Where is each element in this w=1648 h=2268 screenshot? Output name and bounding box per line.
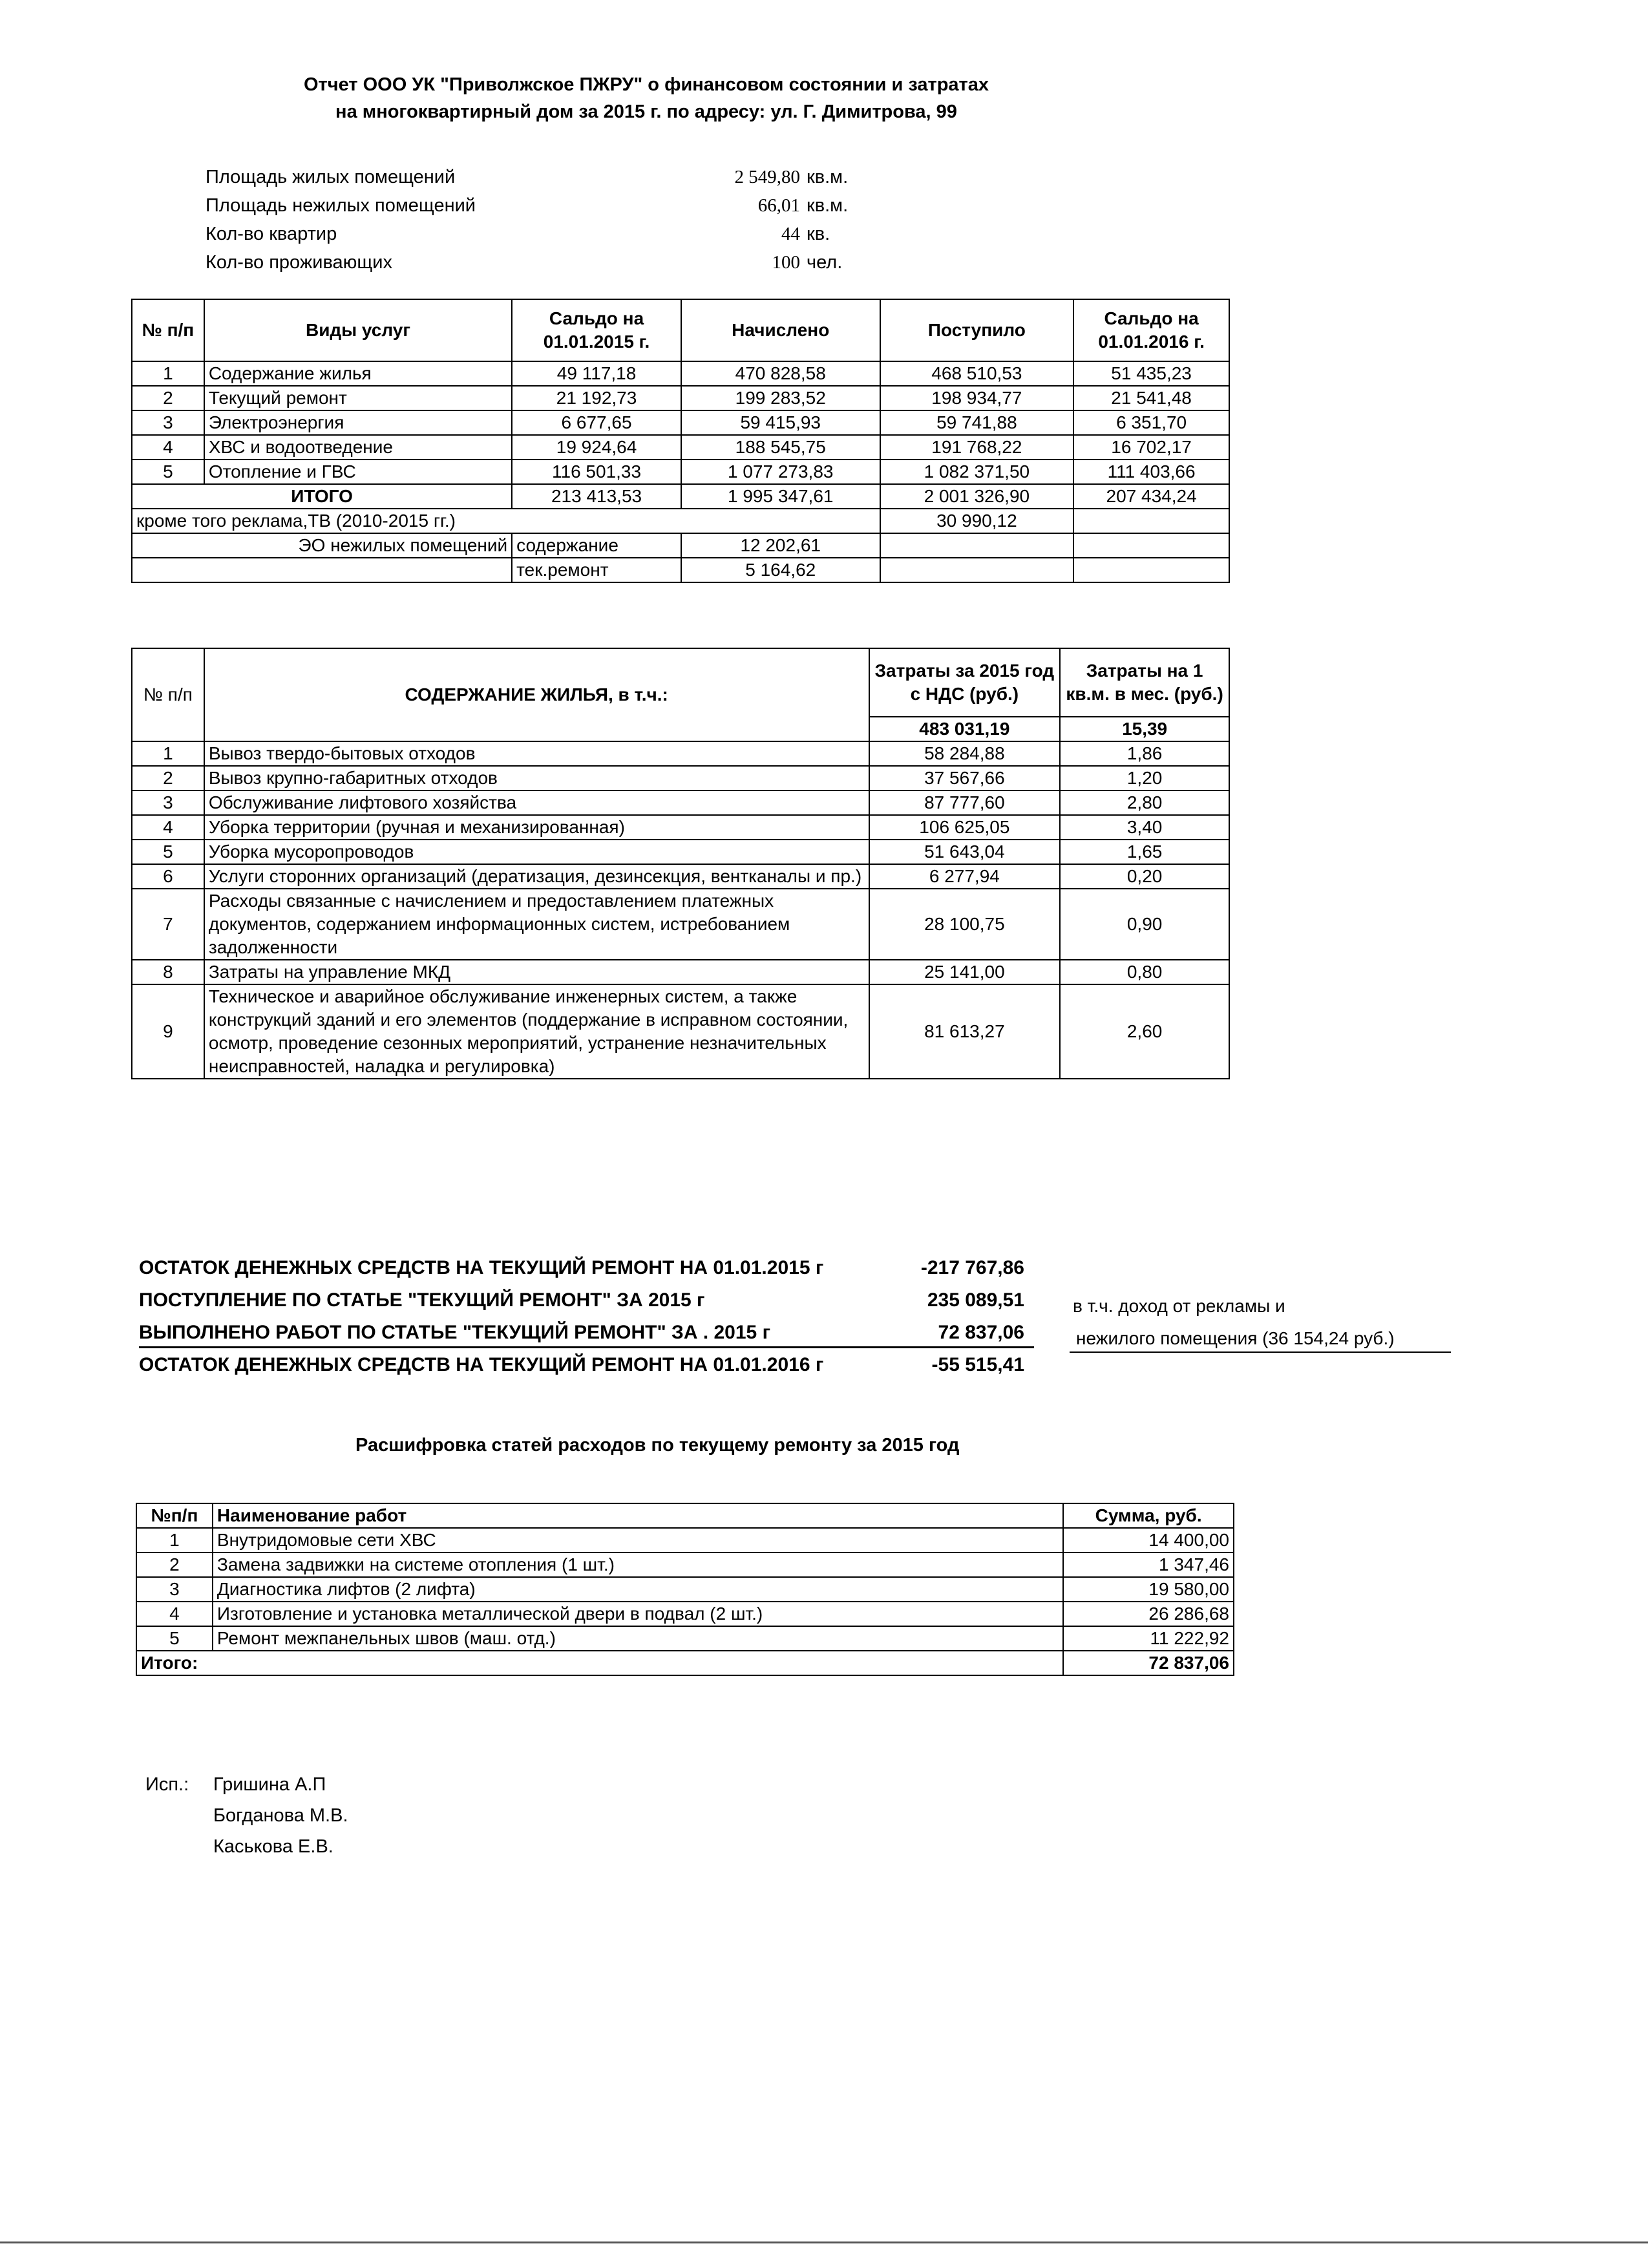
maintenance-item: Вывоз твердо-бытовых отходов xyxy=(204,741,869,766)
row-number: 2 xyxy=(136,1553,213,1577)
col-header-number: №п/п xyxy=(136,1503,213,1528)
charged: 199 283,52 xyxy=(681,386,880,410)
col-header-service: Виды услуг xyxy=(204,299,512,361)
row-number: 6 xyxy=(132,864,204,889)
table-row xyxy=(132,766,1229,790)
charged: 188 545,75 xyxy=(681,435,880,460)
charged: 470 828,58 xyxy=(681,361,880,386)
table-row xyxy=(132,960,1229,984)
repair-income-value: 235 089,51 xyxy=(927,1289,1024,1311)
empty-cell xyxy=(1073,509,1229,533)
work-sum: 11 222,92 xyxy=(1063,1626,1234,1651)
repair-details-table xyxy=(136,1503,1234,1676)
table-row xyxy=(132,864,1229,889)
services-header-row xyxy=(132,299,1229,361)
annual-cost: 28 100,75 xyxy=(869,889,1061,960)
received: 191 768,22 xyxy=(880,435,1074,460)
property-value: 100 xyxy=(772,252,800,273)
service-name: ХВС и водоотведение xyxy=(204,435,512,460)
work-name: Ремонт межпанельных швов (маш. отд.) xyxy=(213,1626,1063,1651)
nonresidential-item: тек.ремонт xyxy=(512,558,681,582)
total-label: ИТОГО xyxy=(132,484,512,509)
report-title xyxy=(194,71,1099,125)
balance-2016: 111 403,66 xyxy=(1073,460,1229,484)
repair-done-value: 72 837,06 xyxy=(938,1322,1024,1343)
note-underline xyxy=(1070,1351,1451,1353)
nonresidential-item: содержание xyxy=(512,533,681,558)
executors-label: Исп.: xyxy=(145,1774,189,1795)
charged: 59 415,93 xyxy=(681,410,880,435)
col-header-maintenance: СОДЕРЖАНИЕ ЖИЛЬЯ, в т.ч.: xyxy=(204,648,869,741)
maintenance-header-row xyxy=(132,648,1229,717)
table-row xyxy=(132,984,1229,1079)
work-sum: 1 347,46 xyxy=(1063,1553,1234,1577)
table-row xyxy=(132,386,1229,410)
received: 1 082 371,50 xyxy=(880,460,1074,484)
property-unit: чел. xyxy=(807,252,843,273)
scan-bottom-rule xyxy=(0,2242,1648,2243)
balance-end-label: ОСТАТОК ДЕНЕЖНЫХ СРЕДСТВ НА ТЕКУЩИЙ РЕМОНТ НА 01.01.2016 г xyxy=(139,1354,824,1375)
services-table xyxy=(131,299,1230,583)
table-row xyxy=(136,1528,1234,1553)
cost-per-m2: 2,60 xyxy=(1060,984,1229,1079)
advert-label: кроме того реклама,ТВ (2010-2015 гг.) xyxy=(132,509,880,533)
row-number: 5 xyxy=(136,1626,213,1651)
balance-end-value: -55 515,41 xyxy=(931,1354,1024,1375)
balance-2015: 6 677,65 xyxy=(512,410,681,435)
row-number: 7 xyxy=(132,889,204,960)
row-number: 2 xyxy=(132,386,204,410)
empty-cell xyxy=(880,533,1074,558)
nonresidential-charged: 12 202,61 xyxy=(681,533,880,558)
maintenance-item: Уборка мусоропроводов xyxy=(204,840,869,864)
row-number: 5 xyxy=(132,460,204,484)
balance-underline xyxy=(139,1346,1034,1348)
empty-cell xyxy=(880,558,1074,582)
repair-total-sum: 72 837,06 xyxy=(1063,1651,1234,1675)
property-label: Площадь жилых помещений xyxy=(206,167,456,187)
table-row xyxy=(132,741,1229,766)
total-balance-2015: 213 413,53 xyxy=(512,484,681,509)
total-annual-cost: 483 031,19 xyxy=(869,717,1061,741)
col-header-work: Наименование работ xyxy=(213,1503,1063,1528)
repair-note-line2: нежилого помещения (36 154,24 руб.) xyxy=(1076,1328,1395,1348)
table-row xyxy=(136,1602,1234,1626)
nonresidential-row xyxy=(132,533,1229,558)
row-number: 3 xyxy=(132,790,204,815)
annual-cost: 25 141,00 xyxy=(869,960,1061,984)
balance-2016: 21 541,48 xyxy=(1073,386,1229,410)
property-value: 66,01 xyxy=(757,195,800,216)
cost-per-m2: 3,40 xyxy=(1060,815,1229,840)
received: 59 741,88 xyxy=(880,410,1074,435)
col-header-cost-per-m2: Затраты на 1 кв.м. в мес. (руб.) xyxy=(1060,648,1229,717)
repair-done-label: ВЫПОЛНЕНО РАБОТ ПО СТАТЬЕ "ТЕКУЩИЙ РЕМОНТ" ЗА . 2015 г xyxy=(139,1322,771,1343)
col-header-number: № п/п xyxy=(132,648,204,741)
maintenance-item: Техническое и аварийное обслуживание инженерных систем, а также конструкций зданий и его элементов (поддержание в исправном состоянии, осмотр, проведение сезонных мероприятий, устранение незначительных неисправностей, наладка и регулировка) xyxy=(204,984,869,1079)
nonresidential-row xyxy=(132,558,1229,582)
total-received: 2 001 326,90 xyxy=(880,484,1074,509)
property-unit: кв.м. xyxy=(807,167,849,187)
maintenance-item: Расходы связанные с начислением и предоставлением платежных документов, содержанием информационных систем, истребованием задолженности xyxy=(204,889,869,960)
property-label: Кол-во проживающих xyxy=(206,252,392,273)
row-number: 1 xyxy=(136,1528,213,1553)
service-name: Электроэнергия xyxy=(204,410,512,435)
row-number: 1 xyxy=(132,741,204,766)
col-header-received: Поступило xyxy=(880,299,1074,361)
balance-2016: 51 435,23 xyxy=(1073,361,1229,386)
executor-name: Богданова М.В. xyxy=(213,1805,348,1826)
maintenance-item: Затраты на управление МКД xyxy=(204,960,869,984)
service-name: Отопление и ГВС xyxy=(204,460,512,484)
property-unit: кв.м. xyxy=(807,195,849,216)
row-number: 4 xyxy=(132,435,204,460)
table-row xyxy=(132,410,1229,435)
cost-per-m2: 0,20 xyxy=(1060,864,1229,889)
row-number: 1 xyxy=(132,361,204,386)
work-name: Замена задвижки на системе отопления (1 шт.) xyxy=(213,1553,1063,1577)
cost-per-m2: 2,80 xyxy=(1060,790,1229,815)
charged: 1 077 273,83 xyxy=(681,460,880,484)
cost-per-m2: 1,86 xyxy=(1060,741,1229,766)
annual-cost: 37 567,66 xyxy=(869,766,1061,790)
balance-start-value: -217 767,86 xyxy=(920,1257,1024,1278)
table-row xyxy=(132,815,1229,840)
annual-cost: 58 284,88 xyxy=(869,741,1061,766)
table-row xyxy=(132,889,1229,960)
repair-total-label: Итого: xyxy=(136,1651,1063,1675)
cost-per-m2: 1,20 xyxy=(1060,766,1229,790)
balance-start-label: ОСТАТОК ДЕНЕЖНЫХ СРЕДСТВ НА ТЕКУЩИЙ РЕМОНТ НА 01.01.2015 г xyxy=(139,1257,824,1278)
service-name: Содержание жилья xyxy=(204,361,512,386)
row-number: 4 xyxy=(136,1602,213,1626)
col-header-balance-2015: Сальдо на 01.01.2015 г. xyxy=(512,299,681,361)
work-name: Внутридомовые сети ХВС xyxy=(213,1528,1063,1553)
work-sum: 26 286,68 xyxy=(1063,1602,1234,1626)
col-header-number: № п/п xyxy=(132,299,204,361)
received: 198 934,77 xyxy=(880,386,1074,410)
work-name: Изготовление и установка металлической двери в подвал (2 шт.) xyxy=(213,1602,1063,1626)
repair-note-line1: в т.ч. доход от рекламы и xyxy=(1073,1296,1285,1316)
maintenance-item: Обслуживание лифтового хозяйства xyxy=(204,790,869,815)
row-number: 4 xyxy=(132,815,204,840)
cost-per-m2: 0,80 xyxy=(1060,960,1229,984)
work-sum: 19 580,00 xyxy=(1063,1577,1234,1602)
repair-total-row xyxy=(136,1651,1234,1675)
balance-2016: 6 351,70 xyxy=(1073,410,1229,435)
col-header-charged: Начислено xyxy=(681,299,880,361)
maintenance-item: Уборка территории (ручная и механизированная) xyxy=(204,815,869,840)
balance-2015: 21 192,73 xyxy=(512,386,681,410)
annual-cost: 6 277,94 xyxy=(869,864,1061,889)
annual-cost: 106 625,05 xyxy=(869,815,1061,840)
row-number: 2 xyxy=(132,766,204,790)
col-header-annual-cost: Затраты за 2015 год с НДС (руб.) xyxy=(869,648,1061,717)
table-row xyxy=(136,1626,1234,1651)
cost-per-m2: 1,65 xyxy=(1060,840,1229,864)
table-row xyxy=(136,1577,1234,1602)
balance-2015: 116 501,33 xyxy=(512,460,681,484)
annual-cost: 51 643,04 xyxy=(869,840,1061,864)
nonresidential-label: ЭО нежилых помещений xyxy=(132,533,512,558)
repair-income-label: ПОСТУПЛЕНИЕ ПО СТАТЬЕ "ТЕКУЩИЙ РЕМОНТ" ЗА 2015 г xyxy=(139,1289,705,1311)
services-total-row xyxy=(132,484,1229,509)
maintenance-table xyxy=(131,648,1230,1079)
repair-details-title: Расшифровка статей расходов по текущему ремонту за 2015 год xyxy=(355,1435,960,1456)
property-value: 44 xyxy=(781,224,800,244)
total-balance-2016: 207 434,24 xyxy=(1073,484,1229,509)
empty-cell xyxy=(1073,533,1229,558)
maintenance-item: Услуги сторонних организаций (дератизация, дезинсекция, вентканалы и пр.) xyxy=(204,864,869,889)
property-unit: кв. xyxy=(807,224,830,244)
col-header-sum: Сумма, руб. xyxy=(1063,1503,1234,1528)
total-charged: 1 995 347,61 xyxy=(681,484,880,509)
annual-cost: 81 613,27 xyxy=(869,984,1061,1079)
service-name: Текущий ремонт xyxy=(204,386,512,410)
row-number: 3 xyxy=(132,410,204,435)
empty-cell xyxy=(1073,558,1229,582)
nonresidential-charged: 5 164,62 xyxy=(681,558,880,582)
received: 468 510,53 xyxy=(880,361,1074,386)
advert-row xyxy=(132,509,1229,533)
property-value: 2 549,80 xyxy=(734,167,800,187)
report-title-line2: на многоквартирный дом за 2015 г. по адресу: ул. Г. Димитрова, 99 xyxy=(335,101,957,122)
work-sum: 14 400,00 xyxy=(1063,1528,1234,1553)
annual-cost: 87 777,60 xyxy=(869,790,1061,815)
row-number: 9 xyxy=(132,984,204,1079)
table-row xyxy=(132,435,1229,460)
table-row xyxy=(136,1553,1234,1577)
work-name: Диагностика лифтов (2 лифта) xyxy=(213,1577,1063,1602)
executor-name: Каськова Е.В. xyxy=(213,1836,333,1857)
advert-received: 30 990,12 xyxy=(880,509,1074,533)
table-row xyxy=(132,460,1229,484)
cost-per-m2: 0,90 xyxy=(1060,889,1229,960)
property-label: Кол-во квартир xyxy=(206,224,337,244)
row-number: 8 xyxy=(132,960,204,984)
balance-2015: 49 117,18 xyxy=(512,361,681,386)
row-number: 5 xyxy=(132,840,204,864)
total-cost-per-m2: 15,39 xyxy=(1060,717,1229,741)
balance-2016: 16 702,17 xyxy=(1073,435,1229,460)
property-label: Площадь нежилых помещений xyxy=(206,195,476,216)
executor-name: Гришина А.П xyxy=(213,1774,326,1795)
table-row xyxy=(132,840,1229,864)
repair-header-row xyxy=(136,1503,1234,1528)
maintenance-item: Вывоз крупно-габаритных отходов xyxy=(204,766,869,790)
table-row xyxy=(132,790,1229,815)
col-header-balance-2016: Сальдо на 01.01.2016 г. xyxy=(1073,299,1229,361)
balance-2015: 19 924,64 xyxy=(512,435,681,460)
report-title-line1: Отчет ООО УК "Приволжское ПЖРУ" о финансовом состоянии и затратах xyxy=(303,74,989,95)
row-number: 3 xyxy=(136,1577,213,1602)
table-row xyxy=(132,361,1229,386)
empty-cell xyxy=(132,558,512,582)
